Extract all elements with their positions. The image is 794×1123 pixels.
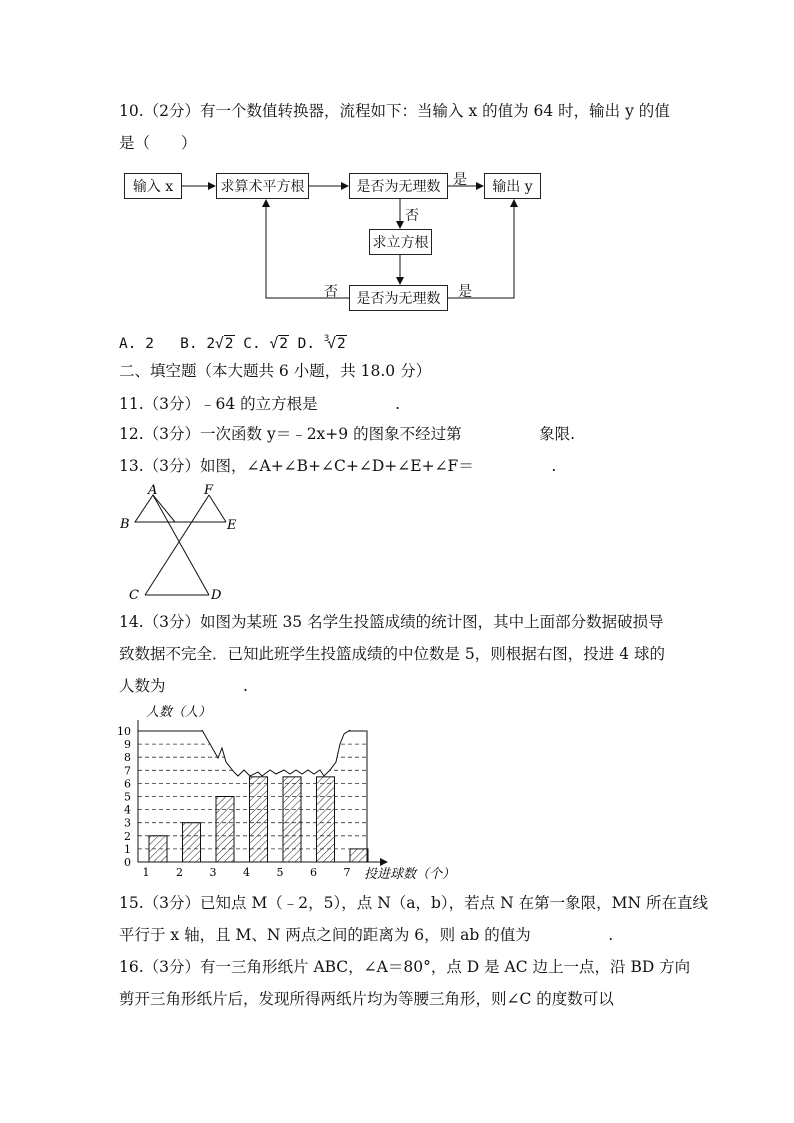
bar: [216, 797, 234, 863]
line-ad: [153, 495, 209, 595]
q12-text: 12.（3分）一次函数 y＝﹣2x+9 的图象不经过第 象限.: [119, 425, 576, 443]
y-tick-label: 0: [124, 856, 131, 869]
q10-line2: 是（ ）: [119, 134, 197, 152]
choice-c-prefix: C.: [243, 336, 261, 352]
flow-cube-box: 求立方根: [369, 229, 432, 255]
choice-b-radicand: 2: [224, 336, 234, 352]
choice-c-radicand: 2: [279, 336, 288, 352]
x-tick-label: 7: [343, 866, 351, 879]
flow-yes1-label: 是: [453, 172, 467, 188]
q15-line1: 15.（3分）已知点 M（﹣2，5），点 N（a，b），若点 N 在第一象限，MN 所在直线: [119, 894, 708, 912]
y-tick-label: 10: [117, 725, 131, 738]
bar: [317, 777, 335, 862]
bar: [149, 836, 167, 862]
choice-b-sqrt: √2: [215, 336, 234, 352]
label-b: B: [120, 517, 130, 532]
y-tick-label: 8: [124, 751, 131, 765]
choice-c: [243, 334, 289, 354]
label-c: C: [129, 588, 139, 603]
q10-choices: [119, 329, 347, 354]
bar: [350, 849, 368, 862]
choice-c-sqrt: √2: [269, 336, 288, 352]
bar: [183, 823, 201, 862]
chart-x-label: 投进球数（个）: [364, 867, 456, 882]
flowchart-arrows: [0, 0, 794, 330]
q13-figure: [115, 480, 250, 605]
x-tick-label: 5: [276, 866, 284, 879]
x-tick-label: 1: [142, 866, 150, 879]
choice-d: [298, 329, 347, 354]
flow-sqrt-box: 求算术平方根: [216, 173, 309, 199]
q14-line2: 致数据不完全．已知此班学生投篮成绩的中位数是 5，则根据右图，投进 4 球的: [119, 645, 666, 663]
chart-y-label: 人数（人）: [146, 705, 212, 720]
choice-b: [180, 334, 234, 354]
y-tick-label: 1: [124, 842, 131, 856]
flow-irr2-box: 是否为无理数: [349, 285, 448, 311]
choice-b-prefix: B. 2: [180, 336, 216, 352]
q16-line2: 剪开三角形纸片后，发现所得两纸片均为等腰三角形，则∠C 的度数可以: [119, 990, 614, 1008]
chart-bars: [149, 730, 368, 862]
q14-line3: 人数为 .: [119, 677, 248, 695]
choice-d-index: 3: [323, 334, 330, 344]
label-a: A: [148, 483, 158, 498]
y-tick-label: 5: [124, 790, 131, 804]
y-tick-label: 7: [124, 764, 131, 778]
x-tick-label: 6: [310, 866, 317, 879]
q13-text: 13.（3分）如图，∠A+∠B+∠C+∠D+∠E+∠F＝ .: [119, 457, 557, 475]
flow-irr1-box: 是否为无理数: [349, 173, 448, 199]
bar: [283, 777, 301, 862]
chart-y-ticks: [117, 725, 131, 869]
x-tick-label: 3: [209, 866, 217, 879]
q16-line1: 16.（3分）有一三角形纸片 ABC，∠A＝80°，点 D 是 AC 边上一点，沿 BD 方向: [119, 958, 691, 976]
y-tick-label: 6: [124, 777, 131, 791]
y-tick-label: 9: [124, 738, 131, 752]
section-2-heading: 二、填空题（本大题共 6 小题，共 18.0 分）: [119, 362, 432, 380]
q15-line2: 平行于 x 轴，且 M、N 两点之间的距离为 6，则 ab 的值为 .: [119, 926, 614, 944]
bar: [250, 777, 268, 862]
q10-line1: 10.（2分）有一个数值转换器，流程如下：当输入 x 的值为 64 时，输出 y 的值: [119, 102, 670, 120]
x-tick-label: 4: [243, 866, 250, 879]
x-tick-label: 2: [176, 866, 183, 879]
label-e: E: [227, 518, 237, 533]
y-tick-label: 4: [124, 803, 131, 817]
y-tick-label: 3: [124, 816, 131, 830]
torn-mask: [202, 730, 350, 776]
line-fe: [209, 495, 226, 522]
flow-input-box: 输入 x: [124, 173, 182, 199]
choice-d-sqrt: √2: [327, 336, 346, 352]
chart-x-ticks: [143, 866, 351, 879]
flow-no2-label: 否: [324, 284, 338, 300]
line-fc: [145, 495, 209, 595]
flow-output-box: 输出 y: [484, 173, 541, 199]
x-axis-arrow: [380, 858, 388, 866]
choice-d-radicand: 2: [337, 336, 346, 352]
label-f: F: [204, 483, 214, 498]
q14-bar-chart: [110, 700, 470, 885]
y-tick-label: 2: [124, 829, 131, 843]
choice-d-prefix: D.: [297, 336, 316, 352]
flow-yes2-label: 是: [458, 284, 472, 300]
q11-text: 11.（3分）﹣64 的立方根是 .: [119, 395, 401, 413]
choice-a: A. 2: [119, 336, 154, 352]
flow-no1-label: 否: [405, 208, 419, 224]
label-d: D: [211, 588, 222, 603]
q14-line1: 14.（3分）如图为某班 35 名学生投篮成绩的统计图，其中上面部分数据破损导: [119, 613, 664, 631]
